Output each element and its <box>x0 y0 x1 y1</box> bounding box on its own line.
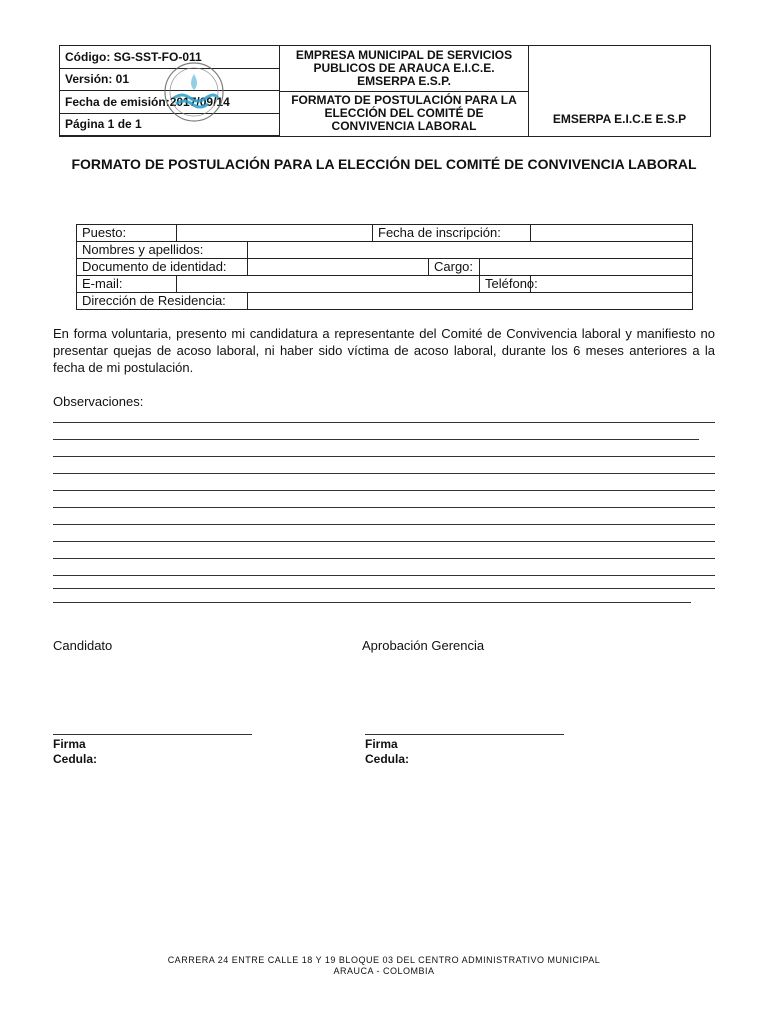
candidato-label: Candidato <box>53 638 113 653</box>
puesto-field[interactable] <box>177 225 373 242</box>
table-row <box>77 276 693 293</box>
fecha-inscripcion-field[interactable] <box>531 225 693 242</box>
fecha-emision-cell: Fecha de emisión:2017/09/14 <box>60 91 279 114</box>
table-row <box>77 225 693 242</box>
empresa-short-name: EMSERPA E.I.C.E E.S.P <box>552 112 687 126</box>
observation-line[interactable] <box>53 541 715 542</box>
page-title: FORMATO DE POSTULACIÓN PARA LA ELECCIÓN DEL COMITÉ DE CONVIVENCIA LABORAL <box>71 156 697 172</box>
observation-line[interactable] <box>53 602 691 603</box>
observaciones-label: Observaciones: <box>53 394 144 409</box>
candidato-cedula-label: Cedula: <box>53 752 98 766</box>
gerencia-signature-line[interactable] <box>365 734 564 735</box>
observation-line[interactable] <box>53 507 715 508</box>
direccion-field[interactable] <box>248 293 693 310</box>
codigo-cell: Código: SG-SST-FO-011 <box>60 46 279 69</box>
observation-line[interactable] <box>53 575 715 576</box>
documento-field[interactable] <box>248 259 429 276</box>
puesto-label: Puesto: <box>77 225 177 242</box>
observation-line[interactable] <box>53 439 699 440</box>
email-field[interactable] <box>177 276 480 293</box>
nombres-field[interactable] <box>248 242 693 259</box>
telefono-field[interactable] <box>531 276 693 293</box>
observation-line[interactable] <box>53 524 715 525</box>
observation-line[interactable] <box>53 490 715 491</box>
observation-line[interactable] <box>53 558 715 559</box>
table-row <box>77 293 693 310</box>
fecha-inscripcion-label: Fecha de inscripción: <box>373 225 531 242</box>
empresa-name: EMPRESA MUNICIPAL DE SERVICIOS PUBLICOS DE ARAUCA E.I.C.E. EMSERPA E.S.P. <box>280 46 528 92</box>
gerencia-cedula-label: Cedula: <box>365 752 410 766</box>
cargo-field[interactable] <box>480 259 693 276</box>
pagina-cell: Página 1 de 1 <box>60 114 279 137</box>
header-company-column <box>529 46 710 136</box>
cargo-label: Cargo: <box>429 259 480 276</box>
formato-name: FORMATO DE POSTULACIÓN PARA LA ELECCIÓN DEL COMITÉ DE CONVIVENCIA LABORAL <box>291 93 517 134</box>
version-cell: Versión: 01 <box>60 69 279 92</box>
observation-line[interactable] <box>53 422 715 423</box>
document-header <box>59 45 711 137</box>
aprobacion-gerencia-label: Aprobación Gerencia <box>362 638 485 653</box>
email-label: E-mail: <box>77 276 177 293</box>
direccion-label: Dirección de Residencia: <box>77 293 248 310</box>
table-row <box>77 242 693 259</box>
header-meta-column <box>60 46 280 136</box>
footer-location: ARAUCA - COLOMBIA <box>333 966 435 976</box>
observation-line[interactable] <box>53 456 715 457</box>
candidato-firma-label: Firma <box>53 737 86 751</box>
nombres-label: Nombres y apellidos: <box>77 242 248 259</box>
footer-address: CARRERA 24 ENTRE CALLE 18 Y 19 BLOQUE 03 DEL CENTRO ADMINISTRATIVO MUNICIPAL <box>167 955 601 965</box>
observation-line[interactable] <box>53 588 715 589</box>
table-row <box>77 259 693 276</box>
candidate-form-table <box>76 224 693 310</box>
documento-label: Documento de identidad: <box>77 259 248 276</box>
observation-line[interactable] <box>53 473 715 474</box>
declaration-paragraph: En forma voluntaria, presento mi candidatura a representante del Comité de Convivencia laboral y manifiesto no presentar quejas de acoso laboral, ni haber sido víctima de acoso laboral, durante los 6 meses anteriores a la fecha de mi postulación. <box>53 326 715 375</box>
gerencia-firma-label: Firma <box>365 737 398 751</box>
header-title-column <box>280 46 529 136</box>
telefono-label: Teléfono: <box>480 276 531 293</box>
candidato-signature-line[interactable] <box>53 734 252 735</box>
